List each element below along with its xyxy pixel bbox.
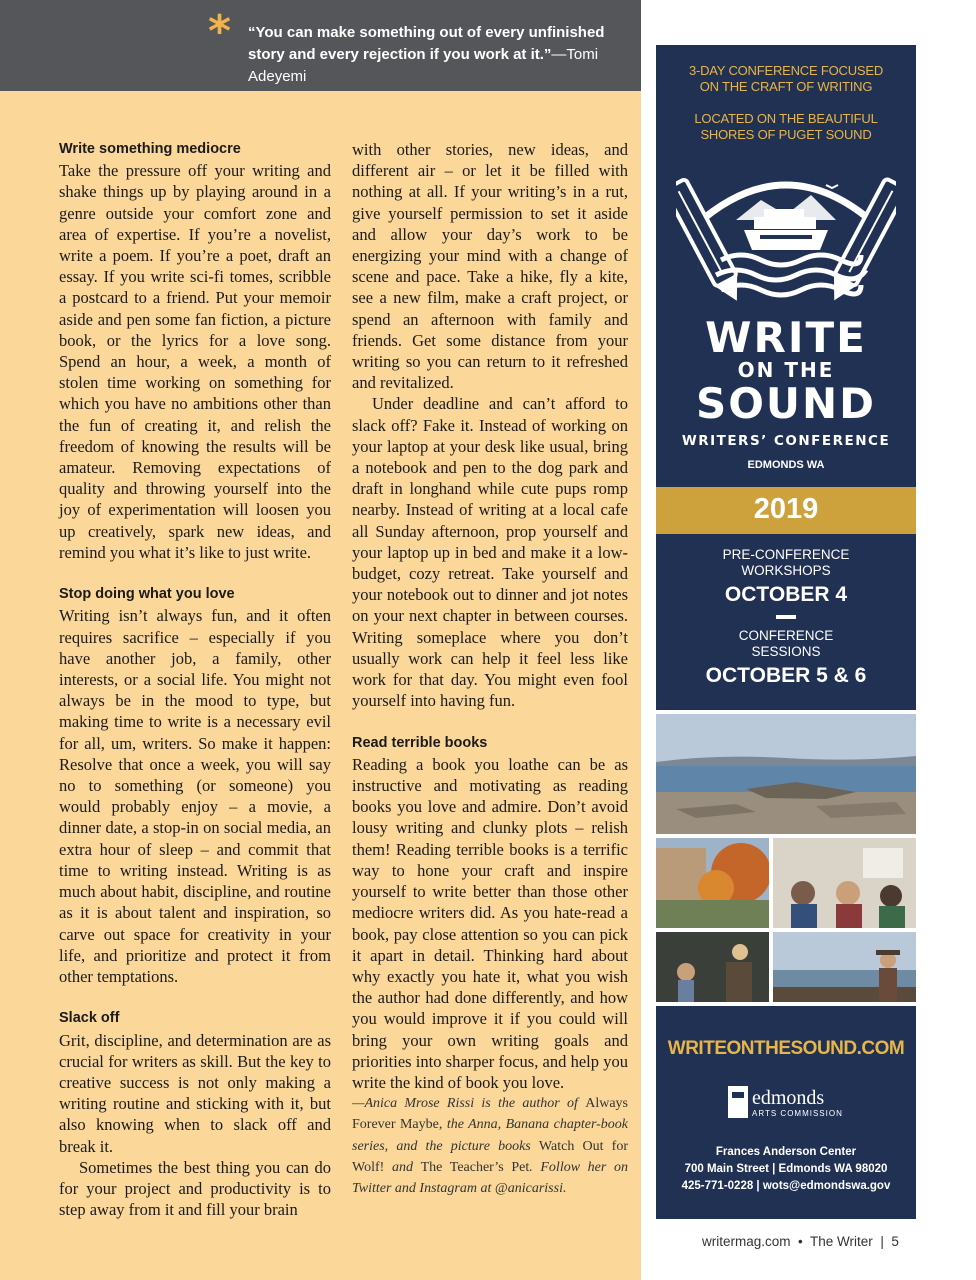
section-heading: Read terrible books bbox=[352, 734, 488, 751]
conference-dates bbox=[656, 534, 916, 710]
paragraph: Reading a book you loathe can be as instructive and motivating as reading books you love and admire. Don’t avoid lousy writing and clunky plots – relish them! Reading terrible books is a terrific way to hone your craft and inspire yourself to write better than those other mediocre writers did. As you hate-read a book, pay close attention so you can pick it apart in detail. Thinking hard about why exactly you hate it, what you wish the author had done differently, and how you would improve it if you could will bring your own writing goals and priorities into sharper focus, and help you write the kind of book you love. bbox=[352, 754, 628, 1092]
venue-contact: 425-771-0228 | wots@edmondswa.gov bbox=[681, 1180, 891, 1192]
venue-address: 700 Main Street | Edmonds WA 98020 bbox=[684, 1163, 888, 1175]
pull-quote-text: “You can make something out of every unfinished story and every rejection if you work at it.” bbox=[248, 24, 605, 63]
conference-date: OCTOBER 5 & 6 bbox=[705, 664, 867, 687]
paragraph: Under deadline and can’t afford to slack off? Fake it. Instead of working on your laptop at your desk like usual, bring a notebook and pen to the dog park and draft in longhand while cute pups romp nearby. Instead of writing at a local cafe all Sunday afternoon, prop yourself and your laptop up in bed and make it a low-budget, cozy retreat. Take yourself and your notebook out to dinner and jot notes on your next chapter in between courses. Writing someplace where you don’t usually work can help it feel less like work for that day. You might even fool yourself into having fun. bbox=[352, 394, 628, 711]
classroom-photo bbox=[773, 838, 916, 928]
divider bbox=[776, 615, 796, 619]
ad-tagline: 3-DAY CONFERENCE FOCUSED bbox=[688, 63, 884, 78]
year-band bbox=[656, 487, 916, 534]
logo-write: WRITE bbox=[705, 313, 867, 362]
article-column-right bbox=[352, 139, 628, 1199]
asterisk-icon: * bbox=[208, 6, 232, 57]
section-heading: Stop doing what you love bbox=[59, 586, 235, 603]
ad-tagline: ON THE CRAFT OF WRITING bbox=[699, 79, 873, 94]
author-bio: —Anica Mrose Rissi is the author of Always Forever Maybe, the Anna, Banana chapter-book series, and the picture books Watch Out for Wolf! and The Teacher’s Pet. Follow her on Twitter and Instagram at @anicarissi. bbox=[352, 1096, 628, 1196]
footer-bullet: • bbox=[798, 1234, 803, 1249]
paragraph: Writing isn’t always fun, and it often requires sacrifice – especially if you have another job, a family, other interests, or a social life. You might not always be in the mood to type, but making time to write is a necessary evil for all, um, writers. So make it happen: Resolve that once a week, you will say no to something (or someone) you would probably enjoy – a movie, a dinner date, a stop-in on social media, an extra hour of sleep – and commit that time to writing instead. Writing is as much about habit, discipline, and routine as it is about talent and inspiration, so carve out space for creativity in your life, and prioritize and protect it from other temptations. bbox=[59, 606, 331, 986]
paragraph: Take the pressure off your writing and shake things up by playing around in a genre outside your comfort zone and area of expertise. If you’re a novelist, write a poem. If you’re a poet, draft an essay. If you write sci-fi tomes, scribble a postcard to a friend. Put your memoir aside and pen some fan fiction, a picture book, or the lyrics for a love song. Spend an hour, a week, a month of stolen time working on something for which you have no ambitions other than the fun of creating it, and relish the freedom of knowing the results will be amateur. Removing expectations of quality and throwing yourself into the joy of experimentation will loosen you up creatively, spark new ideas, and remind you what it’s like to just write. bbox=[59, 161, 331, 562]
ad-tagline: LOCATED ON THE BEAUTIFUL bbox=[694, 111, 878, 126]
footer-magazine: The Writer bbox=[810, 1234, 873, 1249]
article-column-left bbox=[59, 139, 331, 1220]
logo-subtitle: WRITERS’ CONFERENCE bbox=[681, 433, 891, 449]
paragraph: Grit, discipline, and determination are as crucial for writers as skill. But the key to creative success is not only making a writing routine and sticking with it, but also knowing when to slack off and break it. bbox=[59, 1030, 331, 1156]
speaker-photo bbox=[656, 932, 769, 1002]
pre-conference-date: OCTOBER 4 bbox=[724, 583, 848, 606]
workshops-label: WORKSHOPS bbox=[741, 563, 831, 578]
edmonds-arts-logo bbox=[728, 1084, 848, 1120]
beach-photo bbox=[656, 714, 916, 834]
conference-ad bbox=[656, 45, 916, 487]
paragraph: Sometimes the best thing you can do for your project and productivity is to step away from it and fill your brain bbox=[59, 1157, 331, 1220]
svg-text:ARTS COMMISSION: ARTS COMMISSION bbox=[752, 1109, 843, 1118]
sessions-label: SESSIONS bbox=[751, 644, 821, 659]
hat-man-photo bbox=[773, 932, 916, 1002]
ad-tagline: SHORES OF PUGET SOUND bbox=[700, 127, 872, 142]
logo-city: EDMONDS WA bbox=[747, 459, 825, 471]
section-heading: Write something mediocre bbox=[59, 141, 241, 157]
logo-sound: SOUND bbox=[695, 379, 877, 428]
page-footer bbox=[702, 1234, 899, 1249]
conference-label: CONFERENCE bbox=[738, 628, 834, 643]
venue-name: Frances Anderson Center bbox=[715, 1146, 857, 1158]
page-number: 5 bbox=[891, 1234, 899, 1249]
ferry-emblem-icon bbox=[676, 155, 896, 320]
conference-url-link[interactable]: WRITEONTHESOUND.COM bbox=[667, 1038, 905, 1059]
pull-quote-author: —Tomi Adeyemi bbox=[248, 46, 599, 85]
ad-contact-panel bbox=[656, 1006, 916, 1219]
pull-quote-bar bbox=[0, 0, 641, 91]
logo-on-the: ON THE bbox=[737, 358, 835, 382]
pull-quote bbox=[248, 22, 633, 88]
footer-site: writermag.com bbox=[702, 1234, 791, 1249]
footer-separator: | bbox=[880, 1234, 884, 1249]
section-heading: Slack off bbox=[59, 1010, 120, 1027]
campus-photo bbox=[656, 838, 769, 928]
svg-text:edmonds: edmonds bbox=[752, 1087, 825, 1109]
pre-conference-label: PRE-CONFERENCE bbox=[722, 547, 850, 562]
paragraph: with other stories, new ideas, and different air – or let it be filled with nothing at all. If your writing’s in a rut, give yourself permission to set it aside and allow your day’s work to be energizing your mind with a change of scene and pace. Take a hike, fly a kite, see a new film, make a craft project, or spend an afternoon with family and friends. Get some distance from your writing so you can return to it refreshed and revitalized. bbox=[352, 140, 628, 393]
conference-year: 2019 bbox=[753, 493, 819, 525]
